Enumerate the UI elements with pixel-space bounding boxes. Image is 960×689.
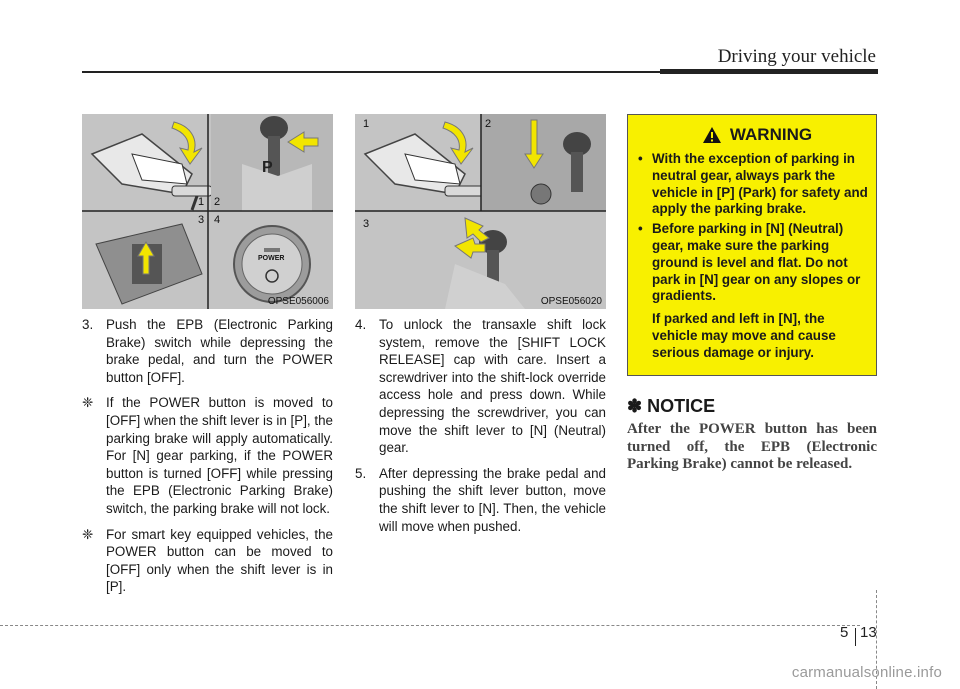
- warning-box: [627, 114, 877, 376]
- notice-text: After the POWER button has been turned off, the EPB (Electronic Parking Brake) cannot be released.: [627, 421, 877, 472]
- warning-list: [638, 151, 868, 362]
- warning-title: WARNING: [729, 125, 813, 144]
- figure-code: OPSE056006: [267, 296, 329, 307]
- instructions-column-2: [355, 316, 606, 543]
- step-marker: 5.: [355, 465, 367, 481]
- warning-item-text: Before parking in [N] (Neutral) gear, make sure the parking ground is level and flat. Do not park in [N] gear on any slopes or gradients.: [652, 221, 861, 304]
- notice-heading: ✽ NOTICE: [627, 396, 716, 416]
- page-number-divider: [855, 628, 856, 646]
- warning-triangle-icon: [702, 126, 722, 144]
- page-header-title: Driving your vehicle: [717, 46, 876, 67]
- bullet: •: [638, 151, 643, 166]
- svg-text:P: P: [262, 159, 273, 176]
- warning-item: [638, 151, 868, 218]
- power-button-label: POWER: [258, 255, 285, 262]
- figure-step-number: 2: [485, 118, 492, 130]
- warning-note: If parked and left in [N], the vehicle may move and cause serious damage or injury.: [652, 311, 836, 360]
- step-text: After depressing the brake pedal and pushing the shift lever button, move the shift lever to [N]. Then, the vehicle will move when pushed.: [379, 465, 606, 534]
- step-marker: 3.: [82, 317, 94, 332]
- figure-epb-power-illustration: [82, 114, 333, 309]
- watermark[interactable]: carmanualsonline.info: [791, 664, 942, 681]
- header-rule-accent: [660, 69, 878, 74]
- figure-step-number: 2: [214, 196, 221, 208]
- instructions-column-1: [82, 316, 333, 604]
- instruction-step-4: [355, 316, 606, 457]
- warning-heading: [662, 125, 852, 145]
- page-number: 13: [860, 624, 877, 641]
- warning-item: [638, 221, 868, 305]
- instruction-step-3: [82, 316, 333, 386]
- note-text: For smart key equipped vehicles, the POWER button can be moved to [OFF] only when the shift lever is in [P].: [106, 526, 333, 595]
- figure-step-number: 4: [214, 214, 221, 226]
- footer-dashed-line: [0, 625, 860, 626]
- figure-step-number: 3: [198, 214, 205, 226]
- note-marker: ❈: [82, 526, 94, 542]
- chapter-number: 5: [840, 624, 849, 641]
- figure-step-number: 1: [363, 118, 370, 130]
- figure-code: OPSE056020: [540, 296, 602, 307]
- step-text: Push the EPB (Electronic Parking Brake) switch while depressing the brake pedal, and turn the POWER button [OFF].: [106, 317, 333, 385]
- step-marker: 4.: [355, 317, 367, 332]
- figure-step-number: 3: [363, 218, 370, 230]
- note-text: If the POWER button is moved to [OFF] when the shift lever is in [P], the parking brake will apply automatically. For [N] gear parking, if the POWER button is turned [OFF] while pressing the EPB (Electronic Parking Brake) switch, the parking brake will not lock.: [106, 395, 333, 516]
- step-text: To unlock the transaxle shift lock system, remove the [SHIFT LOCK RELEASE] cap with care. Insert a screwdriver into the shift-lock override access hole and press down. While depressing the screwdriver, you can move the shift lever to [N] (Neutral) gear.: [379, 317, 606, 456]
- figure-step-number: 1: [198, 196, 205, 208]
- note-marker: ❈: [82, 395, 94, 411]
- bullet: •: [638, 221, 643, 237]
- note-smart-key: [82, 526, 333, 596]
- figure-epb-power: [82, 114, 333, 309]
- note-power-off-p: [82, 394, 333, 517]
- figure-shift-lock-illustration: [355, 114, 606, 309]
- instruction-step-5: [355, 465, 606, 535]
- figure-shift-lock-release: [355, 114, 606, 309]
- warning-item-text: With the exception of parking in neutral gear, always park the vehicle in [P] (Park) for safety and apply the parking brake.: [652, 151, 868, 217]
